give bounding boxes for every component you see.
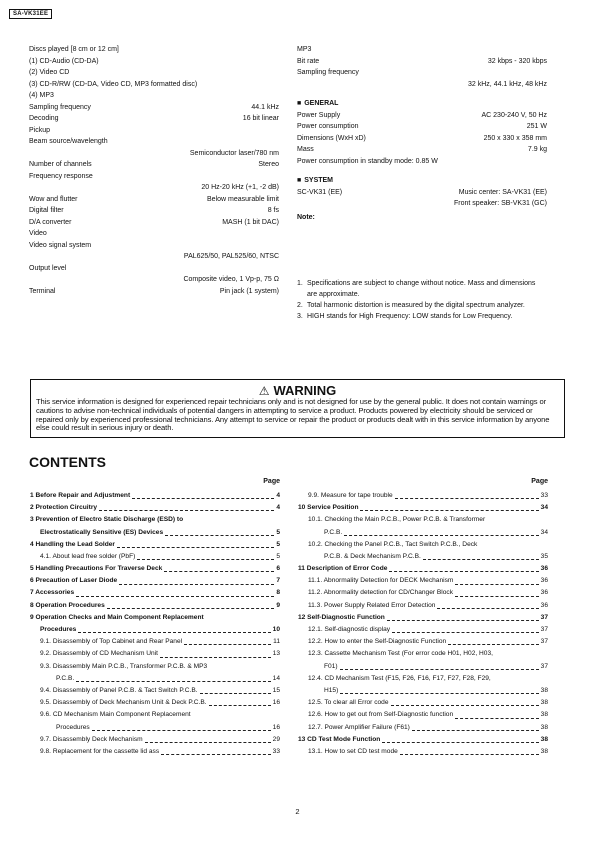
- toc-page-header: Page: [531, 478, 548, 485]
- toc-leader: [389, 570, 538, 572]
- toc-entry-title: Procedures: [40, 626, 77, 634]
- toc-leader: [340, 692, 538, 694]
- toc-entry: [30, 734, 280, 746]
- spec-label: Bit rate: [297, 57, 320, 65]
- spec-label: (4) MP3: [29, 92, 54, 99]
- toc-entry: [30, 661, 280, 673]
- spec-value: PAL625/50, PAL525/60, NTSC: [183, 253, 279, 260]
- warning-box: [30, 379, 565, 438]
- toc-leader: [92, 729, 271, 731]
- spec-value: Music center: SA-VK31 (EE): [458, 188, 547, 196]
- specs-right-column: [297, 44, 547, 223]
- spec-label: Power consumption in standby mode: 0.85 W: [297, 157, 438, 165]
- specs-left-column: [29, 44, 279, 297]
- toc-entry-page: 38: [540, 735, 548, 743]
- spec-row: [29, 274, 279, 286]
- toc-entry: [298, 563, 548, 575]
- spec-row: [29, 217, 279, 229]
- note-text: HIGH stands for High Frequency: LOW stands for Low Frequency.: [307, 313, 513, 320]
- spec-label: Frequency response: [29, 172, 93, 180]
- spec-label: (2) Video CD: [29, 69, 70, 76]
- toc-entry-title: 12.4. CD Mechanism Test (F15, F26, F16, F17, F27, F28, F29,: [308, 674, 491, 682]
- toc-leader: [76, 595, 274, 597]
- toc-entry-title: 3 Prevention of Electro Static Discharge (ESD) to: [30, 516, 184, 524]
- spec-value: 44.1 kHz: [251, 103, 279, 111]
- system-heading: ■ SYSTEM: [297, 177, 334, 184]
- toc-entry-page: 16: [272, 699, 280, 707]
- toc-entry: [30, 673, 280, 685]
- toc-entry-page: 6: [276, 565, 280, 573]
- toc-entry-title: 11.2. Abnormality detection for CD/Changer Block: [308, 589, 454, 597]
- toc-leader: [200, 692, 271, 694]
- toc-entry-title: P.C.B.: [324, 528, 343, 536]
- toc-entry-title: H15): [324, 686, 339, 694]
- spec-label: (3) CD-R/RW (CD-DA, Video CD, MP3 formatted disc): [29, 80, 198, 88]
- toc-entry-title: 13.1. How to set CD test mode: [308, 747, 398, 755]
- toc-leader: [76, 680, 270, 682]
- spec-label: Power Supply: [297, 111, 341, 119]
- spec-label: Pickup: [29, 126, 51, 134]
- toc-entry-page: 38: [540, 723, 548, 731]
- toc-entry-title: 9.6. CD Mechanism Main Component Replacement: [40, 711, 191, 719]
- spec-value: Stereo: [258, 161, 279, 168]
- toc-leader: [455, 583, 538, 585]
- spec-label: Number of channels: [29, 161, 92, 168]
- toc-entry-title: 9.1. Disassembly of Top Cabinet and Rear Panel: [40, 638, 183, 646]
- toc-leader: [145, 741, 271, 743]
- toc-entry-title: 9.3. Disassembly Main P.C.B., Transformer P.C.B. & MP3: [40, 662, 208, 670]
- spec-row: [29, 228, 279, 240]
- spec-row: [297, 133, 547, 145]
- toc-entry-page: 33: [272, 747, 280, 755]
- spec-label: Sampling frequency: [29, 103, 91, 111]
- toc-entry-title: 13 CD Test Mode Function: [298, 735, 381, 743]
- toc-entry: [298, 734, 548, 746]
- note-text: Specifications are subject to change without notice. Mass and dimensions are approximate.: [307, 280, 536, 298]
- toc-entry: [298, 697, 548, 709]
- spec-value: Pin jack (1 system): [219, 287, 279, 295]
- spec-value: 32 kbps - 320 kbps: [487, 57, 547, 65]
- toc-entry-title: 12 Self-Diagnostic Function: [298, 613, 385, 621]
- note-text: Total harmonic distortion is measured by the digital spectrum analyzer.: [307, 302, 525, 309]
- toc-entry-title: 6 Precaution of Laser Diode: [30, 577, 118, 585]
- toc-entry: [298, 685, 548, 697]
- toc-entry-title: 10.1. Checking the Main P.C.B., Power P.C.B. & Transformer: [308, 516, 486, 524]
- toc-entry: [298, 588, 548, 600]
- toc-entry-page: 37: [540, 638, 548, 646]
- toc-entry-title: 9.5. Disassembly of Deck Mechanism Unit & Deck P.C.B.: [40, 699, 207, 707]
- toc-leader: [455, 717, 539, 719]
- toc-entry-title: 9.7. Disassembly Deck Mechanism: [40, 735, 143, 743]
- toc-entry: [298, 746, 548, 758]
- spec-value: Composite video, 1 Vp-p, 75 Ω: [183, 276, 279, 283]
- toc-entry: [30, 575, 280, 587]
- spec-row: [29, 113, 279, 125]
- note-number: 2.: [297, 302, 303, 309]
- toc-entry-page: 7: [276, 577, 280, 585]
- spec-row: [29, 102, 279, 114]
- toc-entry-page: 38: [540, 711, 548, 719]
- toc-leader: [448, 643, 538, 645]
- spec-row: [297, 144, 547, 156]
- spec-row: [29, 67, 279, 79]
- toc-entry: [298, 636, 548, 648]
- toc-leader: [392, 631, 539, 633]
- toc-entry-page: 36: [540, 565, 548, 573]
- toc-leader: [382, 741, 538, 743]
- toc-entry: [30, 697, 280, 709]
- toc-entry-title: 9.4. Disassembly of Panel P.C.B. & Tact Switch P.C.B.: [40, 686, 198, 694]
- toc-entry: [298, 709, 548, 721]
- toc-entry-title: 12.1. Self-diagnostic display: [308, 626, 391, 634]
- note-item: [297, 300, 547, 311]
- spec-label: (1) CD-Audio (CD-DA): [29, 57, 99, 65]
- toc-entry-title: 12.7. Power Amplifier Failure (F61): [308, 723, 410, 731]
- toc-entry: [30, 648, 280, 660]
- spec-value: Front speaker: SB-VK31 (GC): [454, 200, 547, 207]
- toc-entry-page: 36: [540, 577, 548, 585]
- toc-leader: [78, 631, 270, 633]
- spec-value: 32 kHz, 44.1 kHz, 48 kHz: [468, 80, 547, 88]
- toc-leader: [360, 509, 538, 511]
- toc-leader: [107, 607, 275, 609]
- toc-entry-page: 14: [272, 674, 280, 682]
- toc-entry-title: 7 Accessories: [30, 589, 75, 597]
- spec-label: MP3: [297, 46, 312, 53]
- toc-entry-page: 10: [272, 626, 280, 634]
- general-heading: ■ GENERAL: [297, 100, 339, 107]
- toc-leader: [119, 583, 274, 585]
- spec-row: [29, 251, 279, 263]
- toc-entry-title: 9.8. Replacement for the cassette lid ass: [40, 747, 160, 755]
- toc-leader: [137, 558, 274, 560]
- notes-list: [297, 278, 547, 322]
- note-item: [297, 311, 547, 322]
- toc-entry-page: 36: [540, 589, 548, 597]
- toc-entry-page: 4: [276, 491, 280, 499]
- spec-label: Decoding: [29, 115, 59, 122]
- toc-entry: [298, 612, 548, 624]
- spec-row: [297, 110, 547, 122]
- spec-value: 250 x 330 x 358 mm: [483, 134, 547, 142]
- warning-title: ⚠ WARNING: [258, 383, 337, 398]
- toc-entry: [30, 722, 280, 734]
- toc-entry-title: 11.1. Abnormality Detection for DECK Mechanism: [308, 577, 454, 585]
- toc-left-column: [30, 476, 280, 758]
- spec-value: 7.9 kg: [527, 146, 547, 153]
- toc-entry-page: 5: [276, 552, 280, 560]
- toc-entry-page: 8: [276, 589, 280, 597]
- toc-entry-page: 38: [540, 747, 548, 755]
- toc-entry-title: 9.9. Measure for tape trouble: [308, 491, 393, 499]
- spec-value: MASH (1 bit DAC): [222, 218, 279, 226]
- toc-entry-page: 13: [272, 650, 280, 658]
- spec-row: [297, 79, 547, 91]
- toc-entry-page: 38: [540, 699, 548, 707]
- toc-leader: [437, 607, 538, 609]
- toc-entry-title: 9.2. Disassembly of CD Mechanism Unit: [40, 650, 158, 658]
- spec-value: 251 W: [526, 123, 547, 130]
- spec-label: D/A converter: [29, 218, 72, 226]
- toc-page-header: Page: [263, 478, 280, 485]
- spec-row: [297, 44, 547, 56]
- toc-entry-title: 10 Service Position: [298, 504, 359, 512]
- toc-entry: [30, 551, 280, 563]
- spec-row: [297, 156, 547, 168]
- model-tag: SA-VK31EE: [9, 9, 52, 19]
- toc-leader: [412, 729, 539, 731]
- spec-row: [29, 286, 279, 298]
- toc-entry-page: 37: [540, 613, 548, 621]
- spec-label: Power consumption: [297, 123, 359, 130]
- toc-entry-page: 5: [276, 540, 280, 548]
- toc-leader: [387, 619, 539, 621]
- spec-row: [29, 79, 279, 91]
- spec-label: Mass: [297, 146, 314, 153]
- toc-entry-title: 5 Handling Precautions For Traverse Deck: [30, 565, 163, 573]
- warning-triangle-icon: ⚠: [258, 384, 270, 398]
- note-item: [297, 278, 547, 300]
- spec-label: Dimensions (WxH xD): [297, 134, 366, 142]
- toc-entry: [30, 709, 280, 721]
- toc-entry-page: 5: [276, 528, 280, 536]
- note-number: 3.: [297, 313, 303, 320]
- toc-entry: [298, 661, 548, 673]
- toc-leader: [423, 558, 539, 560]
- toc-entry-title: P.C.B.: [56, 674, 75, 682]
- spec-row: [29, 44, 279, 56]
- toc-entry: [298, 551, 548, 563]
- toc-leader: [340, 668, 539, 670]
- spec-label: Terminal: [29, 287, 56, 295]
- toc-entry: [298, 575, 548, 587]
- toc-entry-page: 33: [540, 491, 548, 499]
- toc-entry-title: 12.6. How to get out from Self-Diagnostic function: [308, 711, 454, 719]
- toc-entry: [30, 490, 280, 502]
- toc-entry-page: 4: [276, 504, 280, 512]
- toc-entry: [30, 746, 280, 758]
- toc-entry-title: 11 Description of Error Code: [298, 565, 388, 573]
- toc-entry: [298, 673, 548, 685]
- toc-entry-title: 9 Operation Checks and Main Component Replacement: [30, 613, 204, 621]
- toc-entry: [30, 539, 280, 551]
- toc-entry: [298, 648, 548, 660]
- toc-entry-page: 35: [540, 552, 548, 560]
- toc-entry: [30, 612, 280, 624]
- spec-row: [297, 198, 547, 210]
- spec-label: Discs played [8 cm or 12 cm]: [29, 46, 119, 53]
- spec-row: [29, 148, 279, 160]
- toc-entry: [298, 624, 548, 636]
- toc-entry: [30, 563, 280, 575]
- spec-label: Sampling frequency: [297, 69, 359, 76]
- toc-entry-page: 9: [276, 601, 280, 609]
- toc-leader: [132, 497, 274, 499]
- spec-value: AC 230-240 V, 50 Hz: [481, 111, 547, 119]
- warning-text: This service information is designed for experienced repair technicians only and is not designed for use by the general public. It does not contain warnings or cautions to advise non-technical individuals of potential dangers in attempting to service a product. Products powered by electricity should be serviced or repaired only by experienced professional technicians. Any attempt to service or repair the product or products dealt with in this service information by anyone else could result in serious injury or death.: [36, 397, 550, 433]
- spec-value: Semiconductor laser/780 nm: [189, 149, 279, 157]
- toc-entry: [30, 636, 280, 648]
- toc-entry: [30, 514, 280, 526]
- spec-row: [297, 56, 547, 68]
- toc-entry: [30, 502, 280, 514]
- toc-entry-title: P.C.B. & Deck Mechanism P.C.B.: [324, 552, 421, 560]
- spec-label: Video: [29, 230, 47, 237]
- toc-leader: [117, 546, 274, 548]
- toc-leader: [344, 534, 538, 536]
- spec-row: [297, 121, 547, 133]
- toc-entry-title: 2 Protection Circuitry: [30, 504, 98, 512]
- page-number: 2: [295, 807, 300, 816]
- spec-label: Beam source/wavelength: [29, 138, 108, 145]
- toc-entry: [298, 490, 548, 502]
- toc-leader: [165, 534, 274, 536]
- toc-leader: [161, 753, 271, 755]
- spec-label: Wow and flutter: [29, 195, 78, 203]
- spec-row: [29, 263, 279, 275]
- note-number: 1.: [297, 280, 303, 287]
- toc-entry-title: 11.3. Power Supply Related Error Detection: [308, 601, 436, 609]
- toc-entry: [30, 685, 280, 697]
- spec-label: Digital filter: [29, 207, 64, 214]
- toc-leader: [400, 753, 539, 755]
- spec-row: [29, 90, 279, 102]
- note-heading: Note:: [297, 213, 315, 221]
- toc-entry: [30, 624, 280, 636]
- spec-label: Output level: [29, 264, 67, 272]
- toc-entry-page: 37: [540, 626, 548, 634]
- toc-leader: [184, 643, 271, 645]
- toc-entry-title: 12.2. How to enter the Self-Diagnostic Function: [308, 638, 447, 646]
- toc-entry-title: 1 Before Repair and Adjustment: [30, 491, 131, 499]
- toc-entry: [298, 502, 548, 514]
- spec-row: [29, 56, 279, 68]
- toc-entry: [298, 539, 548, 551]
- toc-entry: [298, 722, 548, 734]
- toc-entry-title: 4.1. About lead free solder (PbF): [40, 552, 136, 560]
- spec-row: [29, 159, 279, 171]
- toc-entry: [298, 514, 548, 526]
- toc-entry-page: 11: [273, 638, 280, 646]
- spec-row: [29, 125, 279, 137]
- toc-entry-page: 36: [540, 601, 548, 609]
- toc-entry-title: 12.5. To clear all Error code: [308, 699, 389, 707]
- toc-entry-title: F01): [324, 662, 338, 670]
- toc-entry-page: 34: [540, 528, 548, 536]
- toc-leader: [99, 509, 274, 511]
- toc-right-column: [298, 476, 548, 758]
- contents-title: CONTENTS: [29, 454, 106, 470]
- toc-entry: [298, 600, 548, 612]
- toc-entry-title: Procedures: [56, 723, 90, 731]
- toc-entry-title: 12.3. Cassette Mechanism Test (For error code H01, H02, H03,: [308, 650, 493, 658]
- spec-row: [29, 136, 279, 148]
- spec-value: 8 fs: [267, 207, 279, 214]
- toc-entry: [30, 588, 280, 600]
- toc-entry-page: 16: [272, 723, 280, 731]
- toc-entry-page: 37: [540, 662, 548, 670]
- spec-row: [29, 182, 279, 194]
- toc-entry-page: 34: [540, 504, 548, 512]
- toc-entry-page: 29: [272, 735, 280, 743]
- spec-value: 16 bit linear: [242, 115, 279, 122]
- toc-leader: [164, 570, 274, 572]
- spec-value: Below measurable limit: [207, 195, 279, 203]
- toc-entry-title: Electrostatically Sensitive (ES) Devices: [40, 528, 164, 536]
- toc-entry: [30, 527, 280, 539]
- toc-leader: [395, 497, 539, 499]
- toc-leader: [209, 704, 271, 706]
- toc-entry: [298, 527, 548, 539]
- toc-leader: [455, 595, 539, 597]
- toc-entry-title: 10.2. Checking the Panel P.C.B., Tact Switch P.C.B., Deck: [308, 540, 478, 548]
- spec-row: [29, 205, 279, 217]
- spec-label: SC-VK31 (EE): [297, 188, 343, 196]
- spec-value: 20 Hz-20 kHz (+1, -2 dB): [201, 184, 279, 191]
- toc-entry-page: 38: [540, 686, 548, 694]
- spec-label: Video signal system: [29, 241, 92, 249]
- toc-entry-title: 4 Handling the Lead Solder: [30, 540, 115, 548]
- toc-entry: [30, 600, 280, 612]
- spec-row: [297, 187, 547, 199]
- spec-row: [29, 171, 279, 183]
- spec-row: [29, 240, 279, 252]
- toc-entry-page: 15: [272, 686, 280, 694]
- spec-row: [297, 67, 547, 79]
- toc-leader: [160, 656, 271, 658]
- toc-entry-title: 8 Operation Procedures: [30, 601, 105, 609]
- toc-leader: [391, 704, 539, 706]
- spec-row: [29, 194, 279, 206]
